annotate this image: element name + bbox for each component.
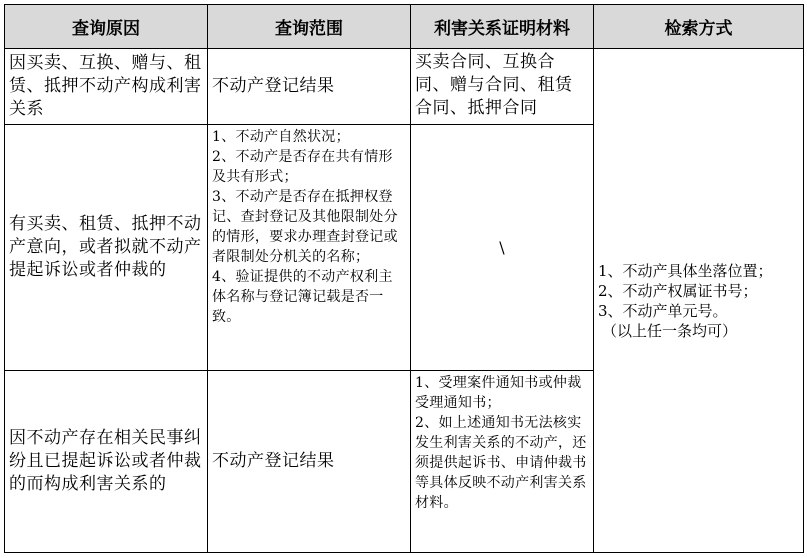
proof-cell: [411, 371, 594, 553]
retrieval-line: 2、不动产权属证书号；: [598, 281, 758, 300]
scope-cell: 不动产登记结果: [208, 371, 411, 553]
reason-cell: 因买卖、互换、赠与、租赁、抵押不动产构成利害关系: [5, 49, 208, 125]
scope-cell: 不动产登记结果: [208, 49, 411, 125]
retrieval-line: 3、不动产单元号。: [598, 301, 728, 320]
reason-cell: 因不动产存在相关民事纠纷且已提起诉讼或者仲裁的而构成利害关系的: [5, 371, 208, 553]
scope-line: 4、验证提供的不动产权利主体名称与登记簿记载是否一致。: [212, 269, 393, 325]
header-proof-materials: 利害关系证明材料: [411, 5, 594, 49]
reason-cell: 有买卖、租赁、抵押不动产意向，或者拟就不动产提起诉讼或者仲裁的: [5, 125, 208, 371]
retrieval-method-cell: [594, 49, 804, 553]
scope-line: 3、不动产是否存在抵押权登记、查封登记及其他限制处分的情形，要求办理查封登记或者限制处分机关的名称；: [212, 189, 398, 265]
scope-cell: [208, 125, 411, 371]
proof-cell: 买卖合同、互换合同、赠与合同、租赁合同、抵押合同: [411, 49, 594, 125]
header-query-scope: 查询范围: [208, 5, 411, 49]
table-row: [5, 49, 804, 125]
proof-line: 1、受理案件通知书或仲裁受理通知书；: [415, 375, 582, 411]
retrieval-line: 1、不动产具体坐落位置；: [598, 261, 773, 280]
scope-line: 2、不动产是否存在共有情形及共有形式；: [212, 149, 393, 185]
header-retrieval-method: 检索方式: [594, 5, 804, 49]
proof-line: 2、如上述通知书无法核实发生利害关系的不动产，还须提供起诉书、申请仲裁书等具体反映不动产利害关系材料。: [415, 415, 587, 511]
header-query-reason: 查询原因: [5, 5, 208, 49]
scope-line: 1、不动产自然状况；: [212, 129, 350, 145]
query-table: [4, 4, 804, 553]
proof-cell-empty: \: [411, 125, 594, 371]
table-header-row: [5, 5, 804, 49]
retrieval-note: （以上任一条均可）: [602, 321, 738, 340]
